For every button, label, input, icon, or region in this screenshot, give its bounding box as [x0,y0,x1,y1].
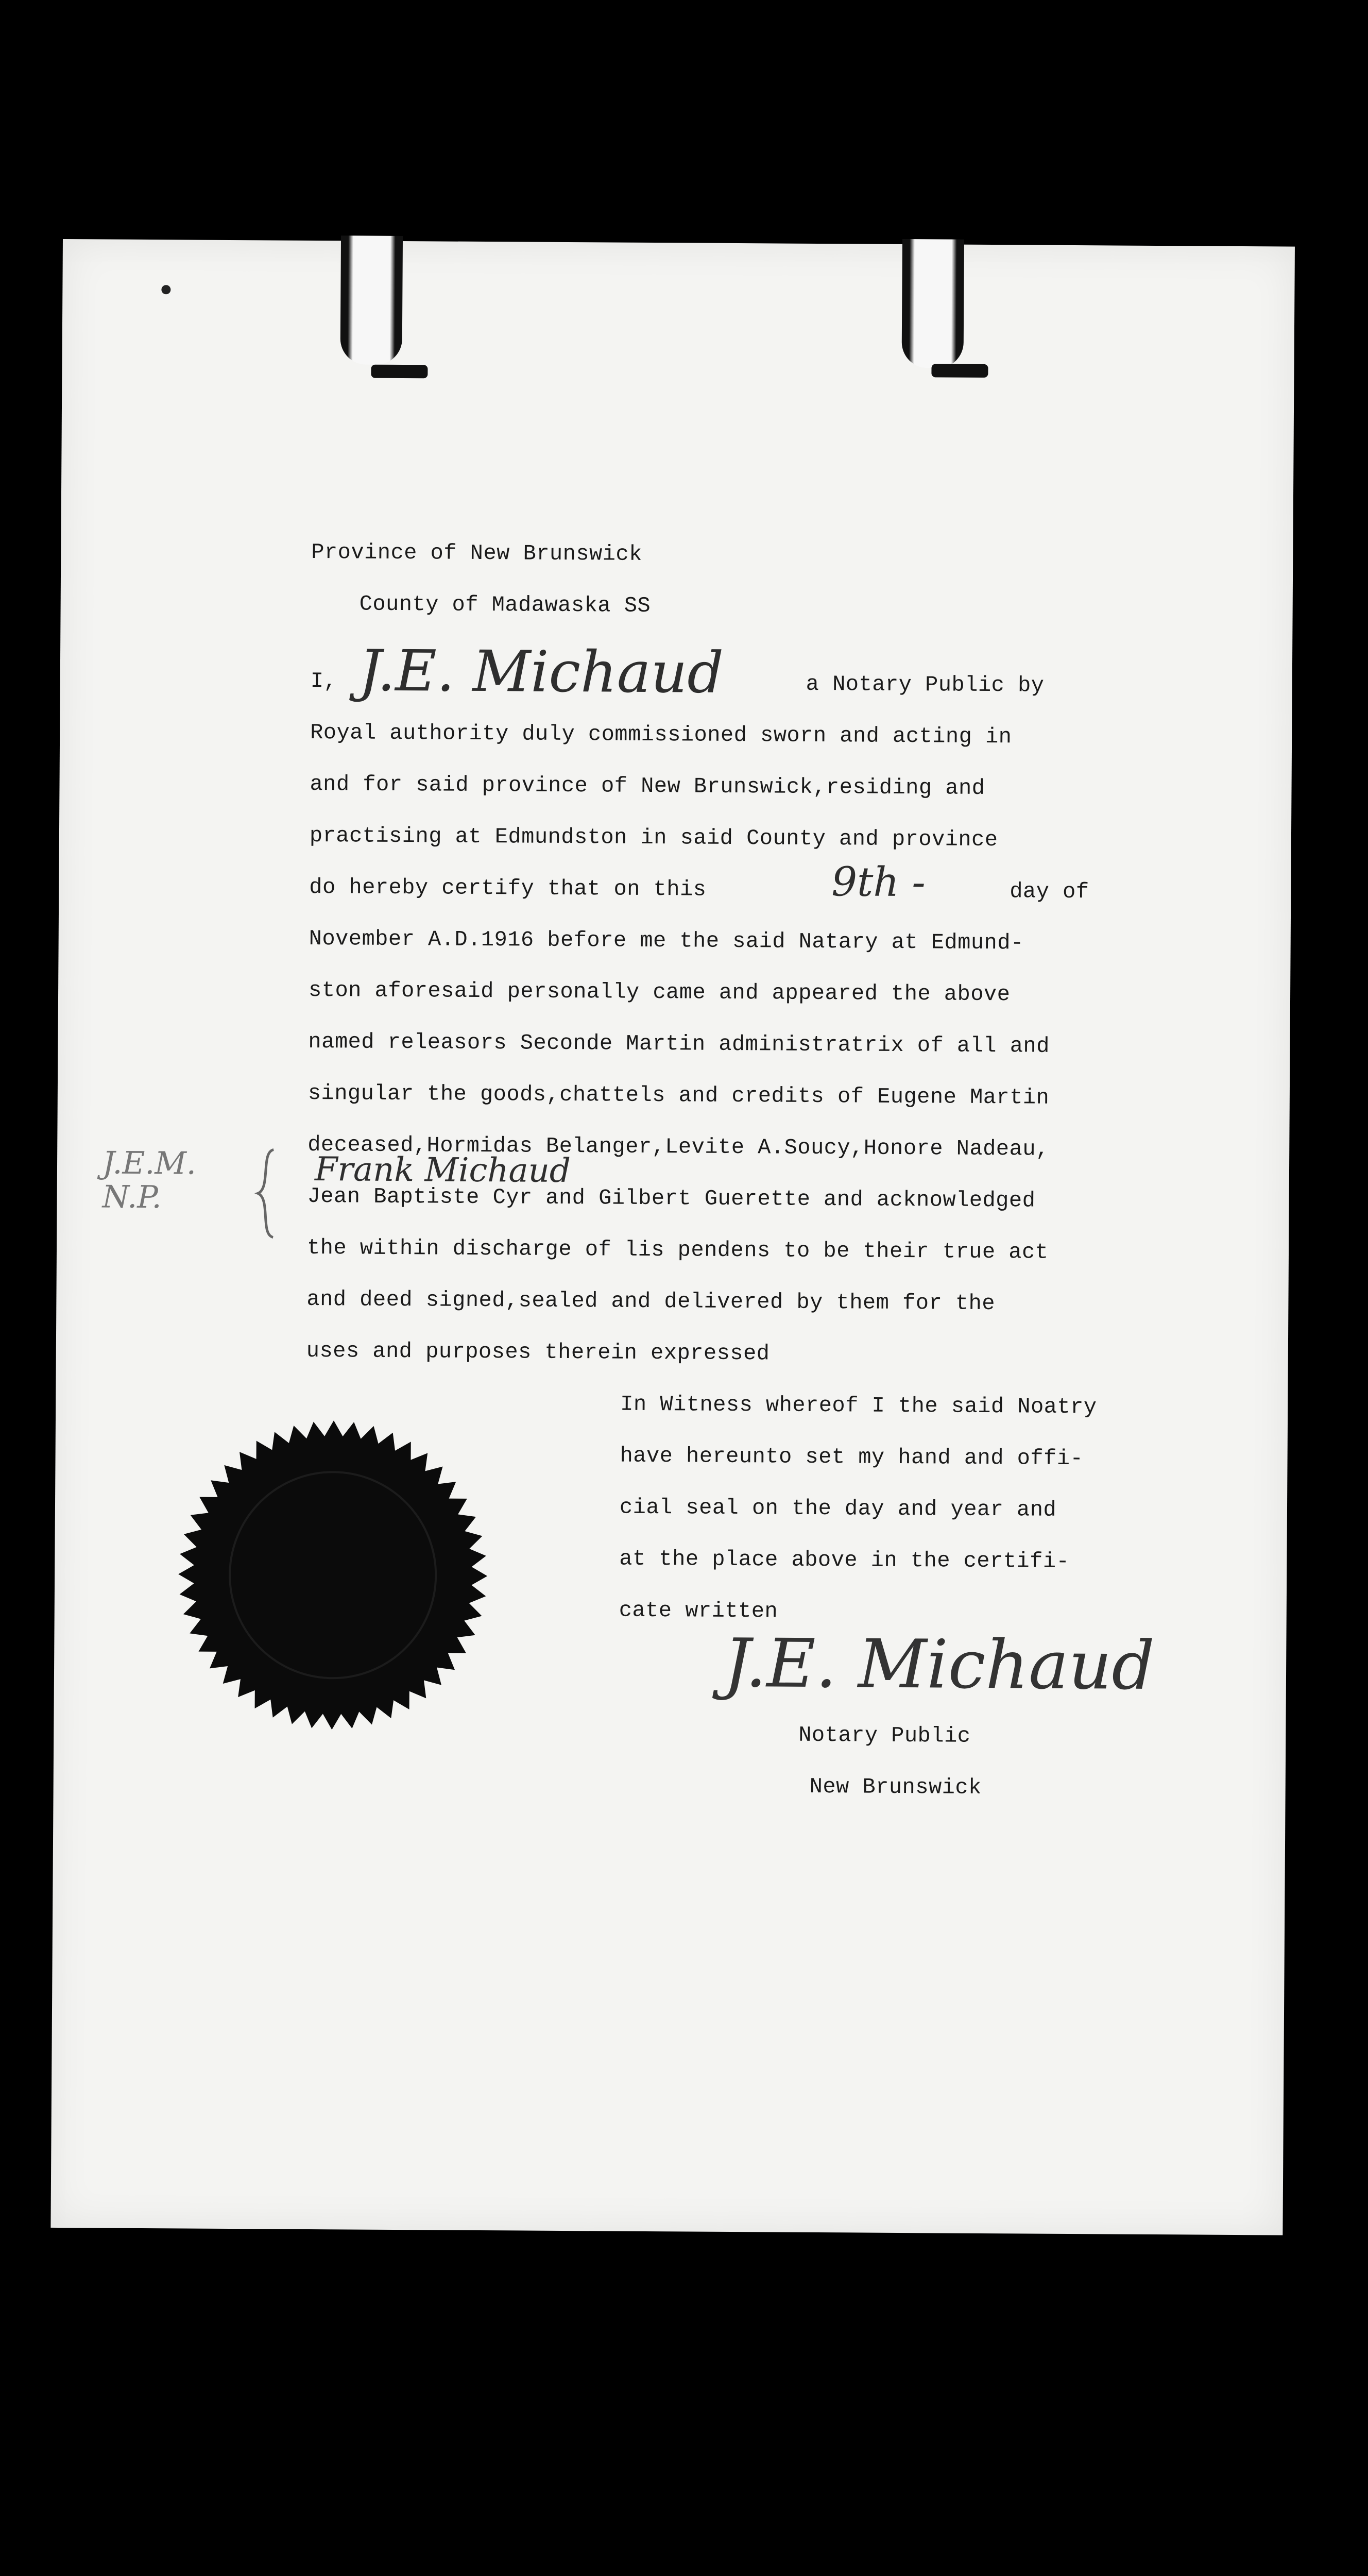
notary-seal-icon [172,1414,493,1736]
handwritten-day: 9th - [831,859,926,906]
text-line-3: and for said province of New Brunswick,residing and [310,771,985,801]
witness-line-4: at the place above in the certifi- [619,1546,1070,1574]
margin-brace-icon [252,1147,284,1240]
binder-bar-right [931,364,988,378]
text-line-2: Royal authority duly commissioned sworn and acting in [310,720,1012,750]
handwritten-name: J.E. Michaud [358,637,724,706]
witness-line-3: cial seal on the day and year and [619,1495,1057,1522]
header-province: Province of New Brunswick [311,539,643,567]
signature-title-1: Notary Public [798,1722,971,1749]
handwritten-insert: Frank Michaud [314,1150,571,1191]
witness-line-5: cate written [619,1598,778,1624]
text-line-15: uses and purposes therein expressed [306,1338,770,1366]
binder-clip-left [340,235,403,365]
margin-initials: J.E.M. N.P. [102,1145,197,1216]
text-line-13: the within discharge of lis pendens to be their true act [306,1235,1049,1265]
text-line-8: ston aforesaid personally came and appeared the above [308,977,1011,1007]
text-line-6: day of [1010,879,1089,905]
binder-clip-right [902,239,965,368]
text-line-11: deceased,Hormidas Belanger,Levite A.Soucy,Honore Nadeau, [307,1132,1049,1162]
binder-bar-left [371,365,427,379]
text-line-1: a Notary Public by [806,671,1045,698]
witness-line-1: In Witness whereof I the said Noatry [620,1392,1097,1420]
text-line-12: Jean Baptiste Cyr and Gilbert Guerette and acknowledged [307,1183,1036,1213]
text-line-7: November A.D.1916 before me the said Natary at Edmund- [309,926,1024,956]
document-page [50,239,1295,2235]
opening-i: I, [310,668,337,694]
header-county: County of Madawaska SS [359,591,651,618]
notary-signature: J.E. Michaud [723,1623,1155,1705]
text-line-4: practising at Edmundston in said County and province [309,823,998,853]
witness-line-2: have hereunto set my hand and offi- [620,1443,1084,1471]
signature-title-2: New Brunswick [809,1774,982,1800]
text-line-5: do hereby certify that on this [309,874,707,902]
text-line-9: named releasors Seconde Martin administratrix of all and [308,1029,1050,1059]
text-line-14: and deed signed,sealed and delivered by them for the [306,1286,996,1316]
text-line-10: singular the goods,chattels and credits of Eugene Martin [307,1080,1050,1110]
paper-speck [161,285,170,294]
